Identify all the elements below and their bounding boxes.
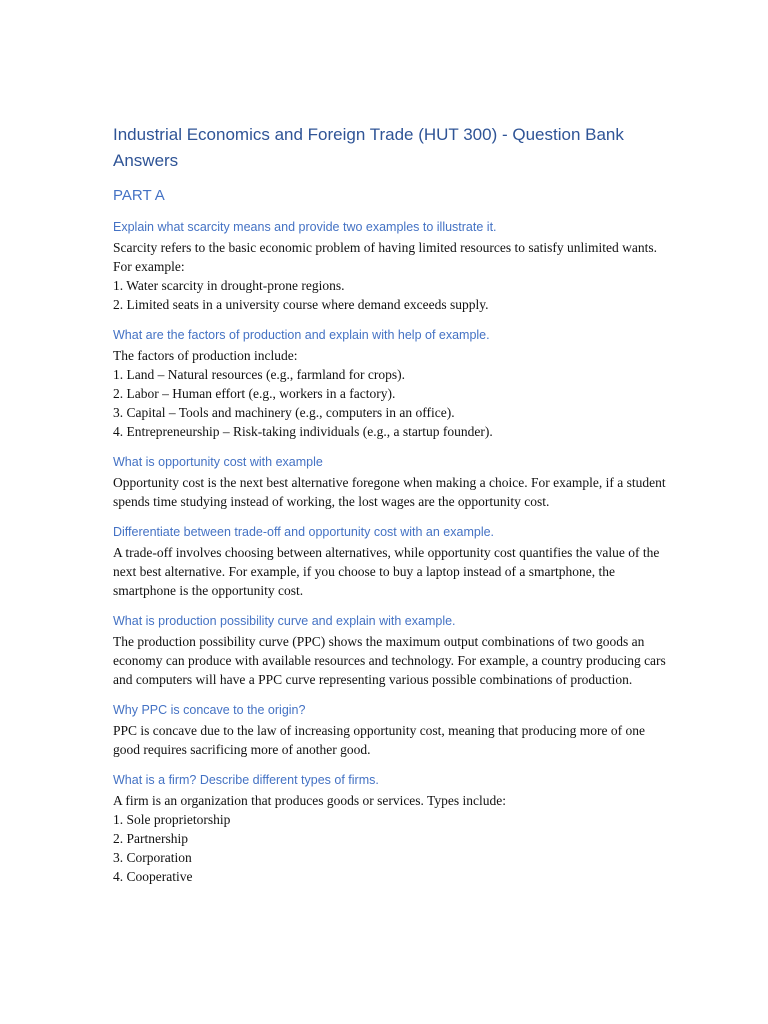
answer-text	[113, 721, 673, 759]
answer-line: 3. Capital – Tools and machinery (e.g., computers in an office).	[113, 405, 455, 420]
question-heading: What is a firm? Describe different types of firms.	[113, 773, 379, 787]
question-heading: What is production possibility curve and explain with example.	[113, 614, 456, 628]
answer-text	[113, 473, 673, 511]
part-heading: PART A	[113, 187, 165, 204]
answer-line: A firm is an organization that produces goods or services. Types include:	[113, 793, 506, 808]
qa-section	[113, 218, 673, 314]
answer-text	[113, 238, 673, 314]
question-heading: What are the factors of production and explain with help of example.	[113, 328, 490, 342]
answer-line: The factors of production include:	[113, 348, 298, 363]
qa-section	[113, 612, 673, 689]
answer-line: 1. Land – Natural resources (e.g., farmland for crops).	[113, 367, 406, 382]
document-title: Industrial Economics and Foreign Trade (HUT 300) - Question Bank Answers	[113, 125, 624, 170]
qa-section	[113, 523, 673, 600]
answer-line: 3. Corporation	[113, 850, 192, 865]
qa-section	[113, 453, 673, 511]
answer-line: 4. Entrepreneurship – Risk-taking individuals (e.g., a startup founder).	[113, 424, 493, 439]
question-heading: What is opportunity cost with example	[113, 455, 323, 469]
answer-text	[113, 632, 673, 689]
answer-line: Scarcity refers to the basic economic problem of having limited resources to satisfy unlimited wants. For example:	[113, 240, 657, 274]
answer-line: 1. Water scarcity in drought-prone regions.	[113, 278, 345, 293]
answer-line: 4. Cooperative	[113, 869, 193, 884]
answer-line: A trade-off involves choosing between alternatives, while opportunity cost quantifies the value of the next best alternative. For example, if you choose to buy a laptop instead of a smartphone, the smartphone is the opportunity cost.	[113, 545, 660, 598]
answer-line: 2. Partnership	[113, 831, 188, 846]
answer-text	[113, 543, 673, 600]
answer-line: 1. Sole proprietorship	[113, 812, 231, 827]
answer-line: 2. Limited seats in a university course where demand exceeds supply.	[113, 297, 489, 312]
answer-line: Opportunity cost is the next best alternative foregone when making a choice. For example, if a student spends time studying instead of working, the lost wages are the opportunity cost.	[113, 475, 666, 509]
question-heading: Differentiate between trade-off and opportunity cost with an example.	[113, 525, 495, 539]
answer-line: 2. Labor – Human effort (e.g., workers in a factory).	[113, 386, 396, 401]
answer-text	[113, 346, 673, 441]
qa-section	[113, 701, 673, 759]
qa-section	[113, 326, 673, 441]
answer-line: The production possibility curve (PPC) shows the maximum output combinations of two goods an economy can produce with available resources and technology. For example, a country producing cars and computers will have a PPC curve representing various possible combinations of production.	[113, 634, 666, 687]
qa-section	[113, 771, 673, 886]
document-page	[113, 122, 673, 886]
question-heading: Explain what scarcity means and provide two examples to illustrate it.	[113, 220, 497, 234]
question-heading: Why PPC is concave to the origin?	[113, 703, 306, 717]
answer-line: PPC is concave due to the law of increasing opportunity cost, meaning that producing more of one good requires sacrificing more of another good.	[113, 723, 646, 757]
answer-text	[113, 791, 673, 886]
